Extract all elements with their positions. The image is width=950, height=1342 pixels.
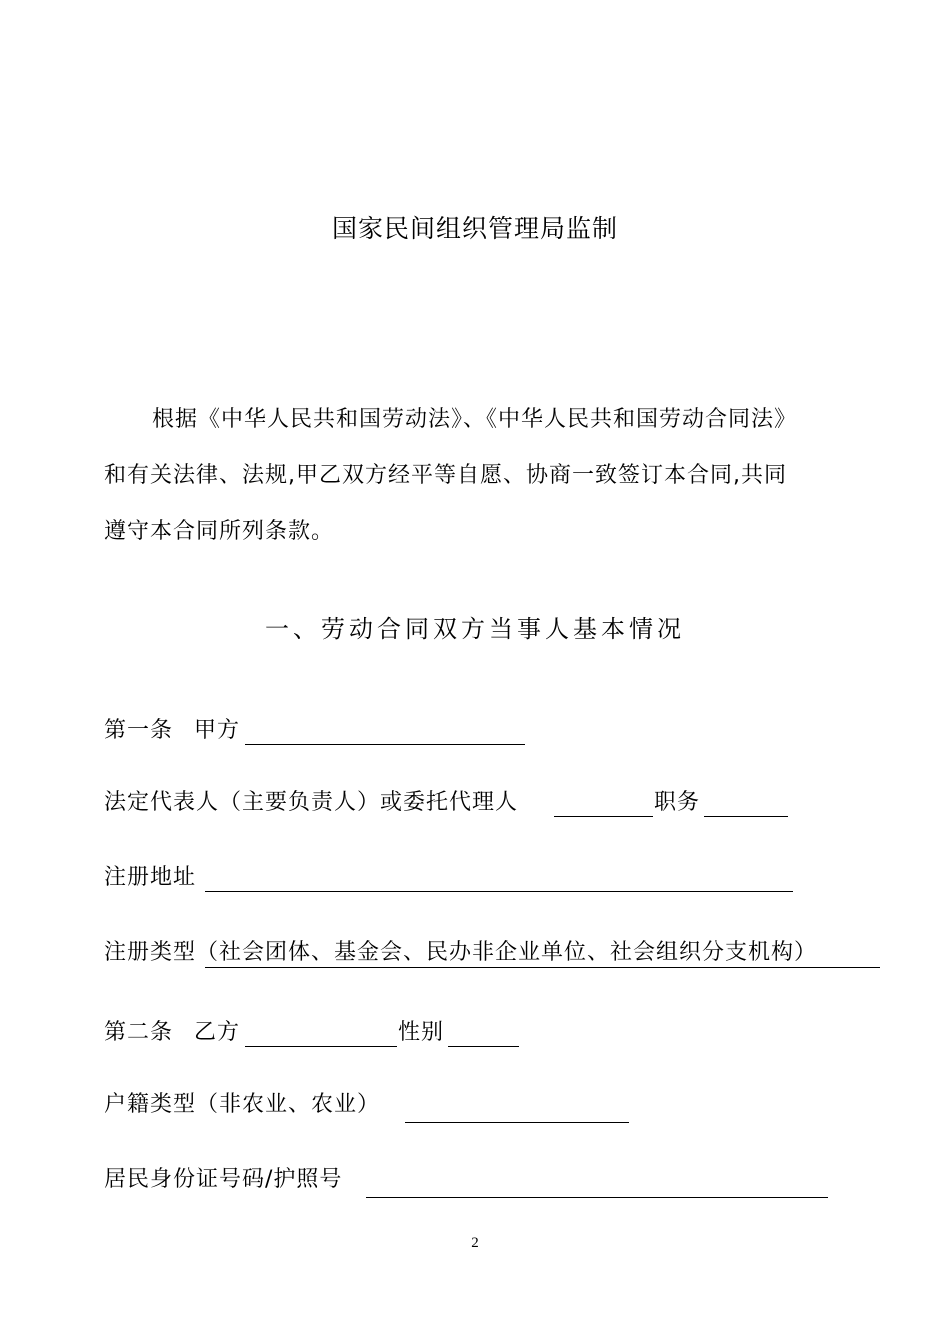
reg-type-underline bbox=[205, 967, 880, 968]
article-2-label: 第二条 bbox=[104, 1020, 174, 1045]
id-number-blank[interactable] bbox=[366, 1197, 828, 1198]
article-1-label: 第一条 bbox=[104, 718, 174, 743]
party-a-blank[interactable] bbox=[245, 744, 525, 745]
household-type-label: 户籍类型（非农业、农业） bbox=[104, 1092, 381, 1117]
legal-rep-blank[interactable] bbox=[554, 816, 653, 817]
position-blank[interactable] bbox=[704, 816, 788, 817]
supervisor-heading: 国家民间组织管理局监制 bbox=[331, 214, 618, 243]
id-number-label: 居民身份证号码/护照号 bbox=[104, 1167, 343, 1192]
reg-address-blank[interactable] bbox=[205, 891, 793, 892]
party-a-label: 甲方 bbox=[194, 718, 241, 743]
reg-type-label: 注册类型（社会团体、基金会、民办非企业单位、社会组织分支机构） bbox=[104, 940, 818, 965]
legal-rep-label: 法定代表人（主要负责人）或委托代理人 bbox=[104, 790, 519, 815]
position-label: 职务 bbox=[654, 790, 701, 815]
party-b-label: 乙方 bbox=[194, 1020, 241, 1045]
gender-blank[interactable] bbox=[448, 1046, 519, 1047]
preamble-line-3: 遵守本合同所列条款。 bbox=[104, 519, 335, 544]
preamble-line-2: 和有关法律、法规,甲乙双方经平等自愿、协商一致签订本合同,共同 bbox=[104, 463, 787, 488]
page-number: 2 bbox=[471, 1235, 479, 1251]
party-b-blank[interactable] bbox=[245, 1046, 397, 1047]
preamble-line-1: 根据《中华人民共和国劳动法》、《中华人民共和国劳动合同法》 bbox=[152, 407, 798, 432]
gender-label: 性别 bbox=[398, 1020, 445, 1045]
reg-address-label: 注册地址 bbox=[104, 865, 197, 890]
household-type-blank[interactable] bbox=[405, 1122, 629, 1123]
section-title: 一、劳动合同双方当事人基本情况 bbox=[265, 615, 685, 643]
